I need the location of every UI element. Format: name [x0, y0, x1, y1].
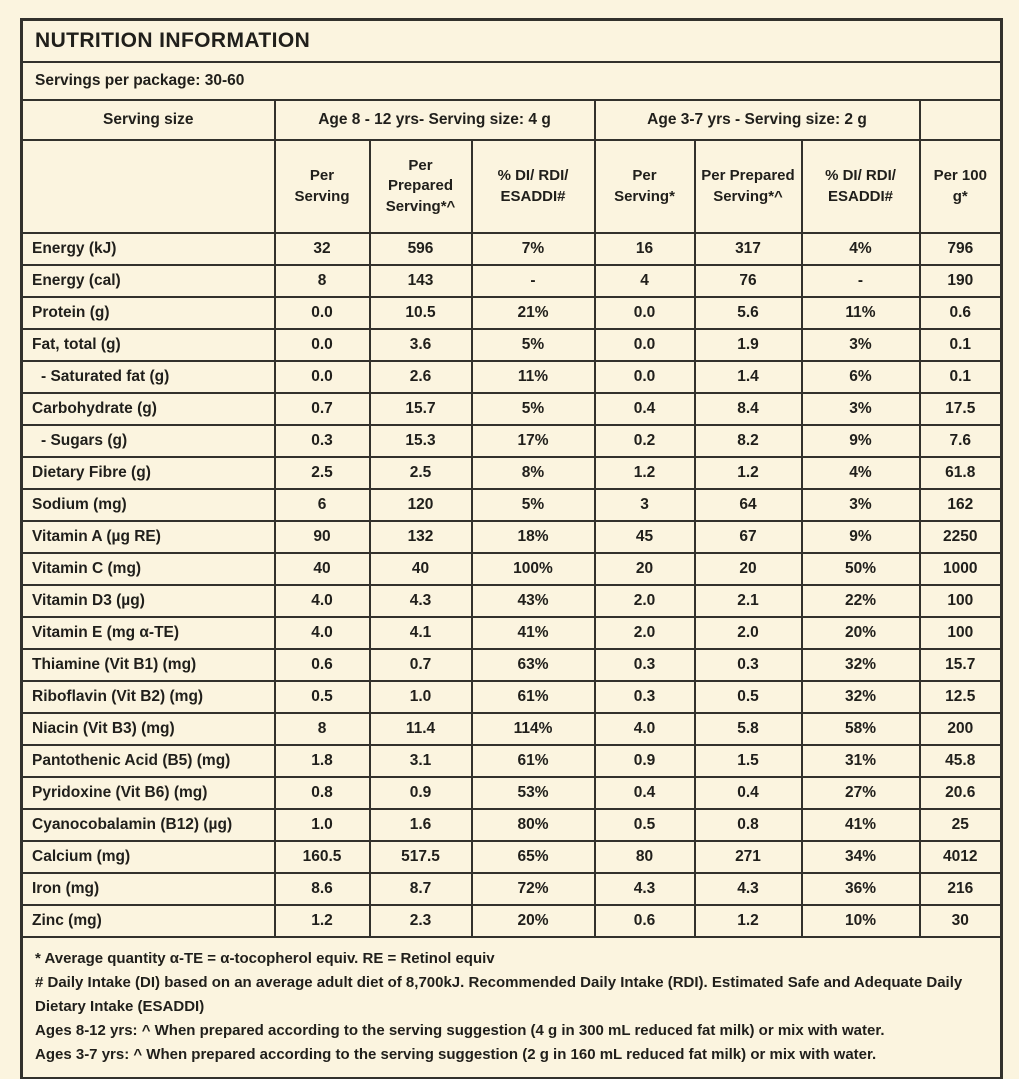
nutrient-value: 100	[920, 585, 1002, 617]
nutrient-value: 11%	[802, 297, 920, 329]
table-row	[22, 809, 1002, 841]
nutrient-value: 0.2	[595, 425, 695, 457]
nutrient-label: Niacin (Vit B3) (mg)	[22, 713, 275, 745]
nutrient-value: 120	[370, 489, 472, 521]
nutrient-value: 0.6	[595, 905, 695, 937]
nutrient-label: Carbohydrate (g)	[22, 393, 275, 425]
table-row	[22, 617, 1002, 649]
footnotes-row	[22, 937, 1002, 1079]
nutrient-value: 100	[920, 617, 1002, 649]
nutrient-value: 0.7	[275, 393, 370, 425]
nutrient-value: 76	[695, 265, 802, 297]
nutrient-value: 0.9	[595, 745, 695, 777]
nutrient-value: 4.1	[370, 617, 472, 649]
nutrient-value: 2.5	[370, 457, 472, 489]
nutrient-value: 4%	[802, 233, 920, 265]
nutrient-value: 5%	[472, 489, 595, 521]
nutrient-value: 0.6	[275, 649, 370, 681]
servings-row	[22, 62, 1002, 100]
nutrient-value: 4%	[802, 457, 920, 489]
nutrient-value: 8.6	[275, 873, 370, 905]
nutrient-value: 43%	[472, 585, 595, 617]
page-title: NUTRITION INFORMATION	[22, 20, 1002, 63]
column-header-per-serving-3-7: Per Serving*	[595, 140, 695, 233]
nutrient-label: Iron (mg)	[22, 873, 275, 905]
nutrient-value: 0.8	[695, 809, 802, 841]
nutrient-value: 2.5	[275, 457, 370, 489]
table-row	[22, 649, 1002, 681]
nutrient-value: 1.2	[695, 457, 802, 489]
nutrient-value: 3.6	[370, 329, 472, 361]
nutrient-value: 3%	[802, 329, 920, 361]
nutrient-value: 64	[695, 489, 802, 521]
nutrient-value: 72%	[472, 873, 595, 905]
nutrient-value: 0.3	[275, 425, 370, 457]
nutrient-value: 796	[920, 233, 1002, 265]
nutrient-value: 2.3	[370, 905, 472, 937]
nutrient-value: 517.5	[370, 841, 472, 873]
nutrient-value: 0.5	[595, 809, 695, 841]
nutrient-value: 53%	[472, 777, 595, 809]
nutrient-value: 4.0	[595, 713, 695, 745]
nutrient-value: 12.5	[920, 681, 1002, 713]
nutrient-value: 1.5	[695, 745, 802, 777]
nutrient-value: 8	[275, 265, 370, 297]
nutrient-value: 2.1	[695, 585, 802, 617]
nutrient-label: Sodium (mg)	[22, 489, 275, 521]
table-row	[22, 489, 1002, 521]
nutrient-value: 3.1	[370, 745, 472, 777]
footnote-line: * Average quantity α-TE = α-tocopherol equiv. RE = Retinol equiv	[35, 950, 495, 967]
column-header-per-100g: Per 100 g*	[920, 140, 1002, 233]
nutrient-value: 32	[275, 233, 370, 265]
column-header-di-rdi-esaddi-8-12: % DI/ RDI/ ESADDI#	[472, 140, 595, 233]
table-row	[22, 713, 1002, 745]
nutrient-value: 45	[595, 521, 695, 553]
nutrient-value: 160.5	[275, 841, 370, 873]
table-row	[22, 521, 1002, 553]
nutrient-value: 16	[595, 233, 695, 265]
nutrient-value: 80	[595, 841, 695, 873]
nutrient-value: 0.3	[695, 649, 802, 681]
servings-per-package: Servings per package: 30-60	[22, 62, 1002, 100]
nutrient-value: 9%	[802, 521, 920, 553]
nutrient-value: 8.7	[370, 873, 472, 905]
nutrient-value: 9%	[802, 425, 920, 457]
nutrient-label: Pyridoxine (Vit B6) (mg)	[22, 777, 275, 809]
nutrient-value: 7.6	[920, 425, 1002, 457]
nutrient-value: 40	[370, 553, 472, 585]
nutrient-value: 58%	[802, 713, 920, 745]
table-row	[22, 233, 1002, 265]
nutrient-value: 4.0	[275, 617, 370, 649]
empty-label-header-cell	[22, 140, 275, 233]
nutrient-value: 11%	[472, 361, 595, 393]
nutrient-value: 20%	[802, 617, 920, 649]
table-row	[22, 841, 1002, 873]
nutrition-table	[20, 18, 1003, 1079]
nutrient-label: Pantothenic Acid (B5) (mg)	[22, 745, 275, 777]
nutrient-value: 1.0	[275, 809, 370, 841]
nutrient-label: Vitamin E (mg α-TE)	[22, 617, 275, 649]
footnotes	[22, 937, 1002, 1079]
nutrient-value: 90	[275, 521, 370, 553]
nutrient-value: 8.2	[695, 425, 802, 457]
nutrient-label: Dietary Fibre (g)	[22, 457, 275, 489]
nutrient-value: 15.7	[920, 649, 1002, 681]
nutrient-label: Vitamin A (µg RE)	[22, 521, 275, 553]
column-header-per-prepared-serving-3-7: Per Prepared Serving*^	[695, 140, 802, 233]
nutrient-value: 50%	[802, 553, 920, 585]
nutrient-value: 31%	[802, 745, 920, 777]
nutrient-value: 190	[920, 265, 1002, 297]
nutrient-value: 45.8	[920, 745, 1002, 777]
nutrient-value: 0.0	[595, 329, 695, 361]
nutrient-value: 20.6	[920, 777, 1002, 809]
nutrient-value: 34%	[802, 841, 920, 873]
nutrient-label: Fat, total (g)	[22, 329, 275, 361]
nutrient-label: Energy (cal)	[22, 265, 275, 297]
nutrient-value: 0.3	[595, 649, 695, 681]
nutrient-value: 4.3	[595, 873, 695, 905]
nutrient-value: 1.9	[695, 329, 802, 361]
nutrient-value: 32%	[802, 649, 920, 681]
nutrient-value: 4.3	[695, 873, 802, 905]
nutrient-value: 6%	[802, 361, 920, 393]
nutrient-value: 1.2	[695, 905, 802, 937]
nutrient-value: 0.1	[920, 361, 1002, 393]
table-row	[22, 745, 1002, 777]
nutrient-value: 162	[920, 489, 1002, 521]
nutrient-value: 4	[595, 265, 695, 297]
nutrient-value: 63%	[472, 649, 595, 681]
nutrient-label: Vitamin D3 (µg)	[22, 585, 275, 617]
nutrient-value: 21%	[472, 297, 595, 329]
nutrient-value: 30	[920, 905, 1002, 937]
nutrient-value: 65%	[472, 841, 595, 873]
nutrient-value: 0.6	[920, 297, 1002, 329]
nutrient-value: 15.3	[370, 425, 472, 457]
nutrient-rows	[22, 233, 1002, 937]
table-row	[22, 393, 1002, 425]
nutrient-value: 143	[370, 265, 472, 297]
nutrient-value: 41%	[472, 617, 595, 649]
table-row	[22, 361, 1002, 393]
nutrient-value: -	[802, 265, 920, 297]
nutrient-value: 596	[370, 233, 472, 265]
table-row	[22, 265, 1002, 297]
nutrient-value: 10%	[802, 905, 920, 937]
nutrient-value: 0.8	[275, 777, 370, 809]
nutrient-value: 4012	[920, 841, 1002, 873]
table-row	[22, 681, 1002, 713]
nutrient-value: 4.3	[370, 585, 472, 617]
nutrient-label: Energy (kJ)	[22, 233, 275, 265]
nutrient-value: 271	[695, 841, 802, 873]
nutrient-label: Vitamin C (mg)	[22, 553, 275, 585]
table-row	[22, 777, 1002, 809]
nutrient-value: 0.5	[275, 681, 370, 713]
nutrient-value: 114%	[472, 713, 595, 745]
nutrient-value: 1.0	[370, 681, 472, 713]
nutrient-value: 5%	[472, 329, 595, 361]
footnote-line: Ages 8-12 yrs: ^ When prepared according to the serving suggestion (4 g in 300 mL reduced fat milk) or mix with water.	[35, 1022, 885, 1039]
nutrient-label: - Saturated fat (g)	[22, 361, 275, 393]
nutrient-value: 216	[920, 873, 1002, 905]
nutrient-value: 5.8	[695, 713, 802, 745]
nutrient-label: Cyanocobalamin (B12) (µg)	[22, 809, 275, 841]
column-header-di-rdi-esaddi-3-7: % DI/ RDI/ ESADDI#	[802, 140, 920, 233]
nutrient-value: 2.0	[595, 585, 695, 617]
nutrient-value: -	[472, 265, 595, 297]
nutrient-value: 17.5	[920, 393, 1002, 425]
nutrient-value: 1.8	[275, 745, 370, 777]
nutrient-value: 0.3	[595, 681, 695, 713]
nutrient-value: 3	[595, 489, 695, 521]
table-row	[22, 297, 1002, 329]
nutrient-label: Riboflavin (Vit B2) (mg)	[22, 681, 275, 713]
nutrient-value: 0.7	[370, 649, 472, 681]
nutrient-value: 32%	[802, 681, 920, 713]
nutrient-value: 61.8	[920, 457, 1002, 489]
nutrient-value: 100%	[472, 553, 595, 585]
table-row	[22, 329, 1002, 361]
nutrient-value: 0.0	[275, 297, 370, 329]
age-group-8-12-header: Age 8 - 12 yrs- Serving size: 4 g	[275, 100, 595, 140]
age-group-3-7-header: Age 3-7 yrs - Serving size: 2 g	[595, 100, 920, 140]
serving-size-row	[22, 100, 1002, 140]
nutrient-label: Protein (g)	[22, 297, 275, 329]
nutrient-value: 0.0	[595, 297, 695, 329]
serving-size-label: Serving size	[22, 100, 275, 140]
nutrient-value: 25	[920, 809, 1002, 841]
table-row	[22, 425, 1002, 457]
nutrient-label: - Sugars (g)	[22, 425, 275, 457]
nutrient-value: 6	[275, 489, 370, 521]
nutrient-label: Zinc (mg)	[22, 905, 275, 937]
nutrient-value: 0.0	[275, 361, 370, 393]
nutrient-value: 7%	[472, 233, 595, 265]
table-row	[22, 873, 1002, 905]
empty-corner-cell	[920, 100, 1002, 140]
nutrient-label: Calcium (mg)	[22, 841, 275, 873]
nutrient-value: 41%	[802, 809, 920, 841]
nutrient-value: 0.5	[695, 681, 802, 713]
nutrient-value: 20	[595, 553, 695, 585]
nutrient-value: 40	[275, 553, 370, 585]
nutrient-value: 2.0	[595, 617, 695, 649]
footnote-line: # Daily Intake (DI) based on an average adult diet of 8,700kJ. Recommended Daily Intake (RDI). Estimated Safe and Adequate Daily Dietary Intake (ESADDI)	[35, 974, 963, 1015]
table-row	[22, 457, 1002, 489]
nutrient-value: 20%	[472, 905, 595, 937]
nutrient-value: 200	[920, 713, 1002, 745]
column-header-per-serving-8-12: Per Serving	[275, 140, 370, 233]
footnote-line: Ages 3-7 yrs: ^ When prepared according to the serving suggestion (2 g in 160 mL reduced fat milk) or mix with water.	[35, 1046, 877, 1063]
nutrient-value: 15.7	[370, 393, 472, 425]
nutrient-value: 132	[370, 521, 472, 553]
nutrient-value: 0.4	[595, 777, 695, 809]
nutrient-value: 317	[695, 233, 802, 265]
nutrient-value: 36%	[802, 873, 920, 905]
nutrient-value: 27%	[802, 777, 920, 809]
title-row	[22, 20, 1002, 63]
nutrient-value: 3%	[802, 489, 920, 521]
nutrient-value: 61%	[472, 681, 595, 713]
nutrient-value: 8	[275, 713, 370, 745]
nutrient-value: 18%	[472, 521, 595, 553]
nutrient-value: 20	[695, 553, 802, 585]
nutrient-value: 22%	[802, 585, 920, 617]
nutrient-value: 10.5	[370, 297, 472, 329]
nutrient-value: 0.4	[695, 777, 802, 809]
nutrient-value: 2.6	[370, 361, 472, 393]
table-row	[22, 905, 1002, 937]
nutrient-value: 0.1	[920, 329, 1002, 361]
nutrient-value: 1.6	[370, 809, 472, 841]
nutrient-value: 5.6	[695, 297, 802, 329]
nutrient-value: 67	[695, 521, 802, 553]
nutrient-value: 0.4	[595, 393, 695, 425]
nutrient-value: 17%	[472, 425, 595, 457]
nutrient-value: 8%	[472, 457, 595, 489]
nutrient-value: 61%	[472, 745, 595, 777]
nutrient-value: 3%	[802, 393, 920, 425]
nutrient-value: 4.0	[275, 585, 370, 617]
nutrient-value: 2250	[920, 521, 1002, 553]
nutrient-value: 2.0	[695, 617, 802, 649]
nutrient-value: 1.2	[275, 905, 370, 937]
nutrient-value: 1.2	[595, 457, 695, 489]
column-header-row	[22, 140, 1002, 233]
nutrient-value: 1.4	[695, 361, 802, 393]
nutrient-value: 5%	[472, 393, 595, 425]
nutrient-value: 0.0	[595, 361, 695, 393]
table-row	[22, 553, 1002, 585]
nutrient-value: 8.4	[695, 393, 802, 425]
nutrient-value: 1000	[920, 553, 1002, 585]
nutrient-value: 80%	[472, 809, 595, 841]
column-header-per-prepared-serving-8-12: Per Prepared Serving*^	[370, 140, 472, 233]
nutrient-value: 0.9	[370, 777, 472, 809]
nutrient-value: 0.0	[275, 329, 370, 361]
nutrient-label: Thiamine (Vit B1) (mg)	[22, 649, 275, 681]
nutrient-value: 11.4	[370, 713, 472, 745]
table-row	[22, 585, 1002, 617]
